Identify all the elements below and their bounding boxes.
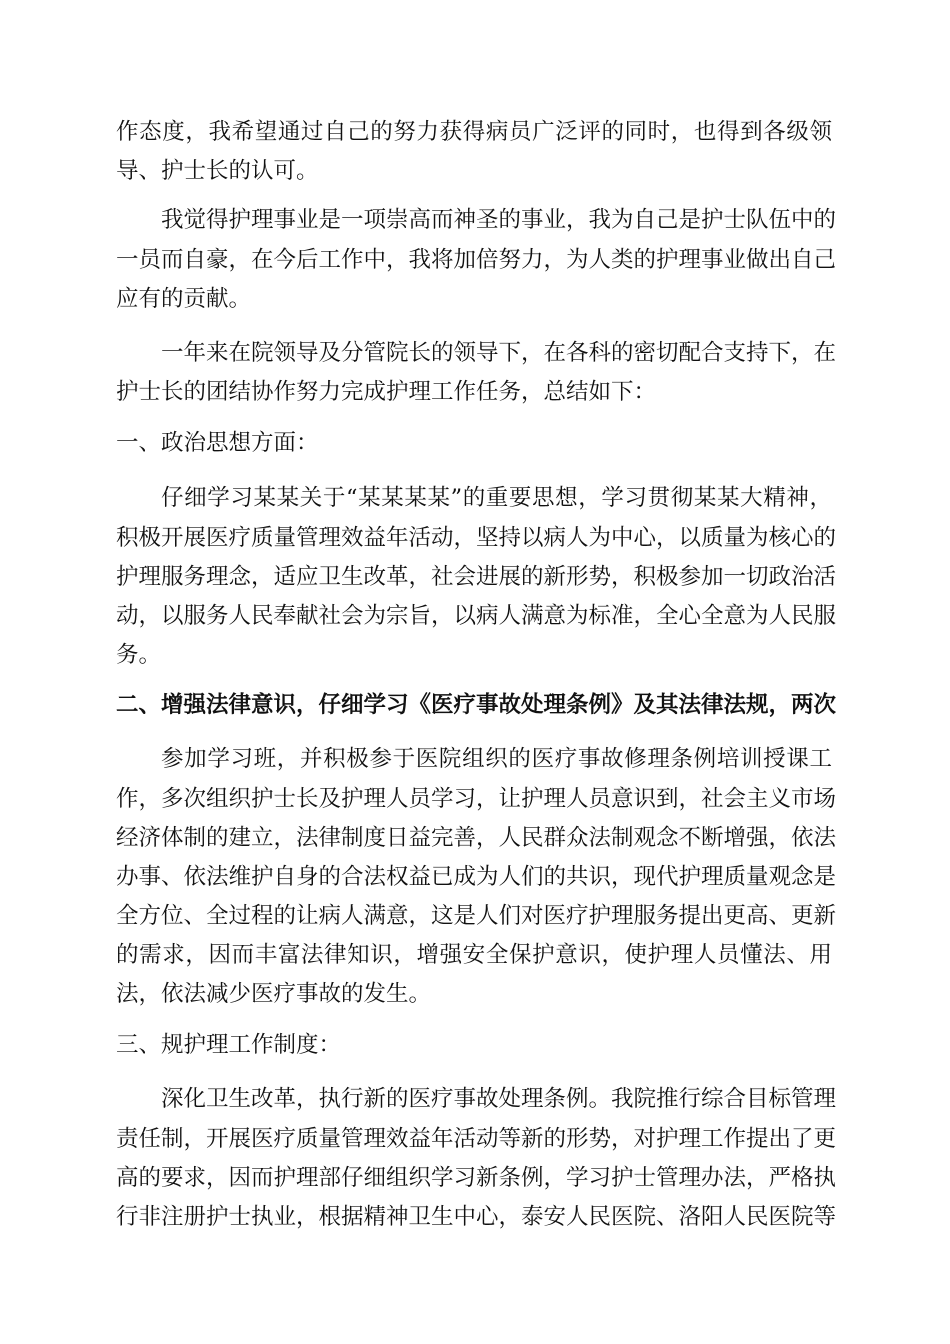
- paragraph-4-line-1: 仔细学习某某关于“某某某某”的重要思想，学习贯彻某某大精神，: [161, 485, 832, 511]
- paragraph-6-line-1: 深化卫生改革，执行新的医疗事故处理条例。我院推行综合目标管理: [161, 1086, 837, 1112]
- paragraph-4-line-4: 动，以服务人民奉献社会为宗旨，以病人满意为标准，全心全意为人民服: [116, 603, 837, 629]
- paragraph-5-line-2: 作，多次组织护士长及护理人员学习，让护理人员意识到，社会主义市场: [116, 786, 837, 812]
- paragraph-1-line-2: 导、护士长的认可。: [116, 158, 319, 184]
- paragraph-2-line-2: 一员而自豪，在今后工作中，我将加倍努力，为人类的护理事业做出自己: [116, 247, 837, 273]
- paragraph-2-line-3: 应有的贡献。: [116, 286, 252, 312]
- paragraph-5-line-5: 全方位、全过程的让病人满意，这是人们对医疗护理服务提出更高、更新: [116, 903, 837, 929]
- paragraph-5-line-6: 的需求，因而丰富法律知识，增强安全保护意识，使护理人员懂法、用: [116, 942, 832, 968]
- paragraph-4-line-3: 护理服务理念，适应卫生改革，社会进展的新形势，积极参加一切政治活: [116, 564, 837, 590]
- paragraph-3-line-2: 护士长的团结协作努力完成护理工作任务，总结如下：: [116, 379, 657, 405]
- paragraph-5-line-1: 参加学习班，并积极参于医院组织的医疗事故修理条例培训授课工: [161, 746, 832, 772]
- section-heading-rules: 三、规护理工作制度：: [116, 1032, 342, 1058]
- paragraph-5-line-7: 法，依法减少医疗事故的发生。: [116, 981, 432, 1007]
- paragraph-6-line-2: 责任制，开展医疗质量管理效益年活动等新的形势，对护理工作提出了更: [116, 1126, 837, 1152]
- paragraph-3-line-1: 一年来在院领导及分管院长的领导下，在各科的密切配合支持下，在: [161, 340, 837, 366]
- paragraph-5-line-4: 办事、依法维护自身的合法权益已成为人们的共识，现代护理质量观念是: [116, 864, 837, 890]
- paragraph-6-line-4: 行非注册护士执业，根据精神卫生中心，泰安人民医院、洛阳人民医院等: [116, 1204, 837, 1230]
- section-heading-law: 二、增强法律意识，仔细学习《医疗事故处理条例》及其法律法规，两次: [116, 692, 837, 718]
- section-heading-political: 一、政治思想方面：: [116, 430, 319, 456]
- paragraph-5-line-3: 经济体制的建立，法律制度日益完善，人民群众法制观念不断增强，依法: [116, 825, 837, 851]
- paragraph-2-line-1: 我觉得护理事业是一项崇高而神圣的事业，我为自己是护士队伍中的: [161, 207, 837, 233]
- paragraph-4-line-5: 务。: [116, 642, 162, 668]
- paragraph-6-line-3: 高的要求，因而护理部仔细组织学习新条例，学习护士管理办法，严格执: [116, 1165, 837, 1191]
- paragraph-1-line-1: 作态度，我希望通过自己的努力获得病员广泛评的同时，也得到各级领: [116, 119, 832, 145]
- paragraph-4-line-2: 积极开展医疗质量管理效益年活动，坚持以病人为中心，以质量为核心的: [116, 525, 837, 551]
